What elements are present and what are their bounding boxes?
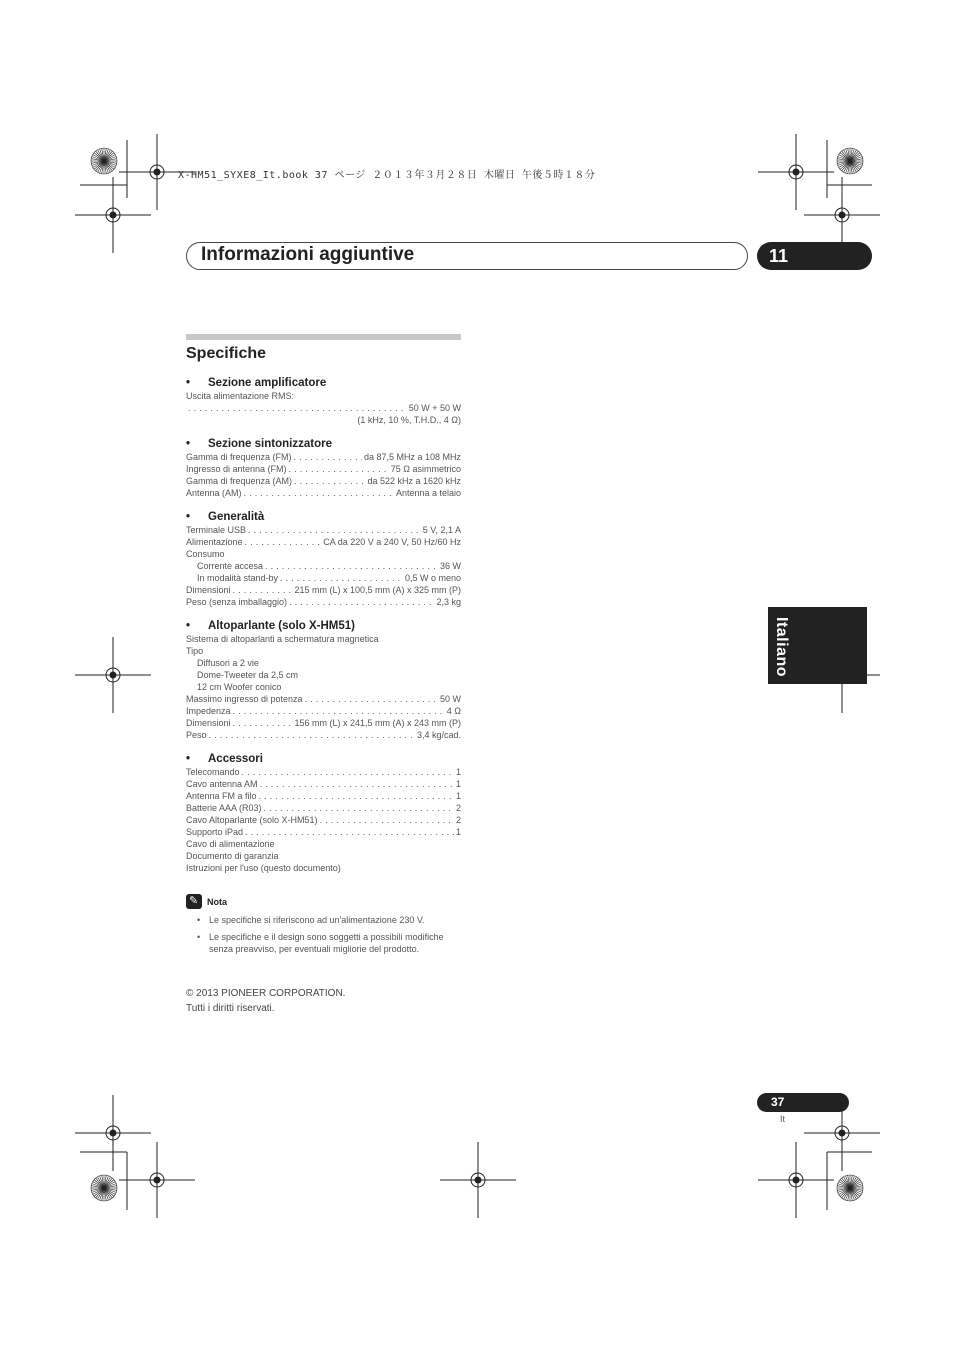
spec-text: (1 kHz, 10 %, T.H.D., 4 Ω) [357,415,461,425]
note-icon [186,894,202,909]
bullet: • [186,753,191,765]
spec-label: Batterie AAA (R03) [186,803,262,813]
spec-text: Cavo di alimentazione [186,839,275,849]
note-label: Nota [207,896,227,907]
spec-label: Peso (senza imballaggio) [186,597,288,607]
spec-text: Dome-Tweeter da 2,5 cm [197,670,299,680]
page-number: 37 [757,1093,849,1112]
spec-label: Cavo antenna AM [186,779,258,789]
registration-mark [75,637,151,713]
spec-value: 5 V, 2,1 A [422,525,461,535]
spec-value: 2,3 kg [436,597,461,607]
dot-leader [280,572,403,584]
spec-label: Alimentazione [186,537,243,547]
spec-label: Massimo ingresso di potenza [186,694,303,704]
spec-value: 0,5 W o meno [404,573,461,583]
spec-value: 36 W [439,561,461,571]
spec-line [186,560,461,572]
registration-mark [119,1142,195,1218]
spec-line [186,524,461,536]
spec-text: Tipo [186,646,204,656]
spec-line [186,705,461,717]
color-registration-mark [91,1175,117,1201]
spec-line [186,487,461,499]
spec-line [186,802,461,814]
spec-value: Antenna a telaio [395,488,461,498]
spec-value: 50 W + 50 W [408,403,461,413]
spec-value: 1 [455,767,461,777]
spec-label: In modalità stand-by [197,573,279,583]
spec-group-heading [186,511,461,523]
bullet: • [186,511,191,523]
spec-label: Telecomando [186,767,240,777]
spec-line [186,717,461,729]
bullet: • [197,932,201,942]
note-text: Le specifiche si riferiscono ad un'alimentazione 230 V. [209,915,425,925]
spec-value: 75 Ω asimmetrico [390,464,461,474]
registration-mark [75,177,151,253]
spec-group-heading [186,620,461,632]
chapter-number: 11 [757,242,872,270]
spec-value: 4 Ω [446,706,461,716]
spec-line [186,572,461,584]
language-tab-label: Italiano [773,617,790,678]
dot-leader [242,766,454,778]
spec-line [186,778,461,790]
copyright-line: Tutti i diritti riservati. [186,1003,275,1014]
spec-label: Dimensioni [186,585,231,595]
spec-text: 12 cm Woofer conico [197,682,282,692]
spec-value: 1 [455,827,461,837]
dot-leader [260,778,454,790]
dot-leader [305,693,438,705]
registration-mark [75,1095,151,1171]
note-text: Le specifiche e il design sono soggetti a possibili modifiche senza preavviso, per eventuali migliorie del prodotto. [209,932,444,954]
spec-label: Antenna FM a filo [186,791,257,801]
bullet: • [186,377,191,389]
spec-groups [186,377,461,874]
bullet: • [186,620,191,632]
page-language: It [780,1114,786,1124]
spec-label: Impedenza [186,706,231,716]
spec-label: Terminale USB [186,525,247,535]
dot-leader [245,826,454,838]
language-tab [768,607,867,684]
spec-label: Supporto iPad [186,827,244,837]
spec-line [186,596,461,608]
registration-mark [758,1142,834,1218]
dot-leader [245,536,322,548]
dot-leader [294,451,362,463]
spec-line [186,402,461,414]
registration-mark [440,1142,516,1218]
spec-value: da 522 kHz a 1620 kHz [367,476,461,486]
dot-leader [233,717,293,729]
spec-label: Gamma di frequenza (AM) [186,476,293,486]
spec-value: 1 [455,791,461,801]
spec-value: 156 mm (L) x 241,5 mm (A) x 243 mm (P) [294,718,461,728]
spec-label: Dimensioni [186,718,231,728]
dot-leader [294,475,365,487]
spec-value: 3,4 kg/cad. [416,730,461,740]
spec-line [186,790,461,802]
dot-leader [244,487,394,499]
spec-label: Peso [186,730,207,740]
spec-value: 215 mm (L) x 100,5 mm (A) x 325 mm (P) [294,585,461,595]
spec-text: Documento di garanzia [186,851,279,861]
spec-label: Gamma di frequenza (FM) [186,452,292,462]
dot-leader [209,729,415,741]
bullet: • [186,438,191,450]
section-title: Specifiche [186,345,267,362]
spec-group-heading [186,377,461,389]
spec-value: CA da 220 V a 240 V, 50 Hz/60 Hz [323,537,461,547]
note-item [186,914,461,926]
spec-text: Diffusori a 2 vie [197,658,259,668]
dot-leader [259,790,454,802]
spec-line [186,729,461,741]
bullet: • [197,915,201,925]
dot-leader [289,463,389,475]
dot-leader [289,596,434,608]
spec-value: da 87,5 MHz a 108 MHz [363,452,461,462]
spec-group-title: Sezione sintonizzatore [208,438,332,450]
dot-leader [320,814,454,826]
section-rule [186,334,461,340]
spec-line [186,826,461,838]
spec-line [186,693,461,705]
spec-group-title: Altoparlante (solo X-HM51) [208,620,355,632]
chapter-title: Informazioni aggiuntive [201,244,415,265]
spec-text: Consumo [186,549,225,559]
color-registration-mark [837,148,863,174]
dot-leader [233,584,293,596]
spec-text: Istruzioni per l'uso (questo documento) [186,863,341,873]
spec-value: 2 [455,815,461,825]
spec-line [186,814,461,826]
spec-group-title: Generalità [208,511,265,523]
spec-text: Uscita alimentazione RMS: [186,391,295,401]
copyright [186,986,461,1016]
dot-leader [188,402,407,414]
color-registration-mark [837,1175,863,1201]
dot-leader [248,524,421,536]
spec-label: Antenna (AM) [186,488,242,498]
spec-line [186,584,461,596]
dot-leader [233,705,445,717]
spec-group-title: Accessori [208,753,263,765]
spec-label: Cavo Altoparlante (solo X-HM51) [186,815,318,825]
chapter-header [186,242,748,270]
print-header: X-HM51_SYXE8_It.book 37 ページ ２０１３年３月２８日 木曜日 午後５時１８分 [178,170,596,181]
spec-label: Ingresso di antenna (FM) [186,464,287,474]
note-item [186,931,461,955]
spec-value: 2 [455,803,461,813]
spec-line [186,766,461,778]
copyright-line: © 2013 PIONEER CORPORATION. [186,988,346,999]
spec-line [186,463,461,475]
note-list [186,914,461,955]
note-header [186,894,461,909]
spec-line [186,475,461,487]
color-registration-mark [91,148,117,174]
spec-value: 50 W [439,694,461,704]
spec-group-title: Sezione amplificatore [208,377,327,389]
spec-line [186,536,461,548]
dot-leader [264,802,454,814]
spec-text: Sistema di altoparlanti a schermatura magnetica [186,634,379,644]
spec-line [186,451,461,463]
spec-group-heading [186,753,461,765]
dot-leader [265,560,438,572]
registration-mark [758,134,834,210]
specifications-section [186,334,461,1016]
spec-label: Corrente accesa [197,561,264,571]
spec-group-heading [186,438,461,450]
spec-value: 1 [455,779,461,789]
